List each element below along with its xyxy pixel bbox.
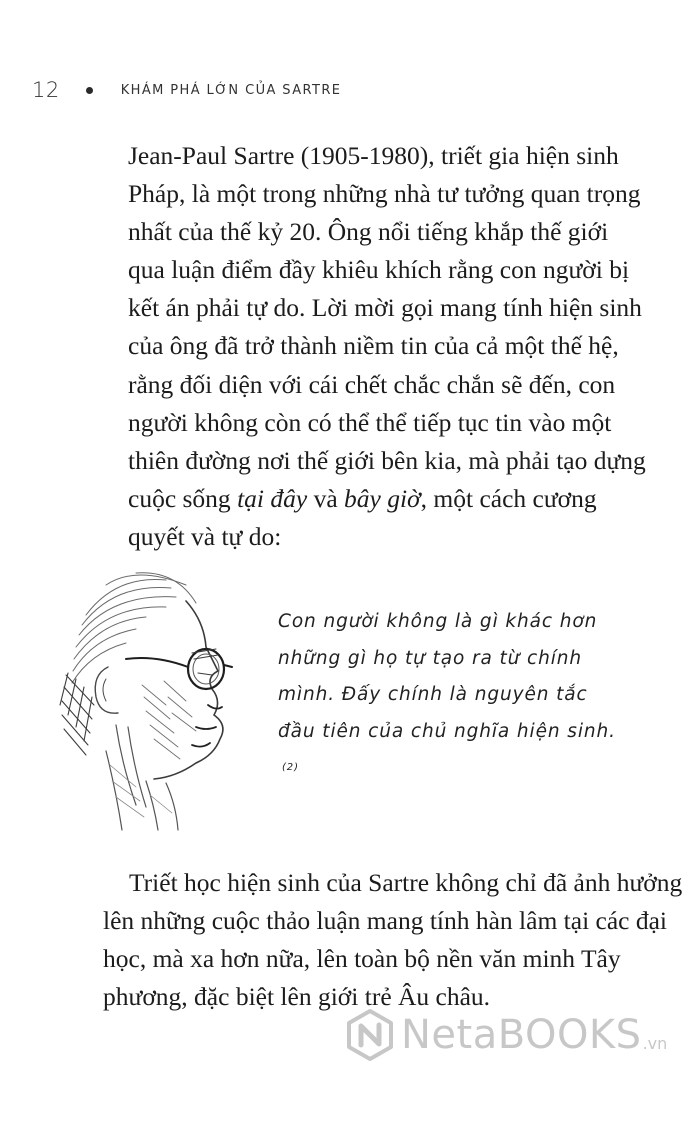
paragraph-text-end: , một cách cương quyết và tự do: bbox=[128, 483, 597, 551]
quote-text: Con người không là gì khác hơn những gì họ tự tạo ra từ chính mình. Đấy chính là nguyên tắc đầu tiên của chủ nghĩa hiện sinh. bbox=[278, 611, 616, 742]
watermark-suffix: .vn bbox=[642, 1034, 668, 1053]
body-paragraph-intro bbox=[128, 137, 648, 556]
quote-block bbox=[278, 604, 618, 791]
body-paragraph-influence: Triết học hiện sinh của Sartre không chỉ đã ảnh hưởng lên những cuộc thảo luận mang tính hàn lâm tại các đại học, mà xa hơn nữa, lên toàn bộ nền văn minh Tây phương, đặc biệt lên giới trẻ Âu châu. bbox=[103, 868, 683, 1012]
emphasis-now: bây giờ bbox=[344, 483, 421, 513]
running-head bbox=[32, 72, 341, 108]
sartre-portrait-sketch bbox=[46, 555, 266, 840]
paragraph-text-joint: và bbox=[307, 483, 345, 513]
running-title: KHÁM PHÁ LỚN CỦA SARTRE bbox=[120, 82, 342, 98]
page-number: 12 bbox=[32, 78, 60, 102]
netabooks-logo-icon bbox=[343, 1008, 397, 1062]
watermark-brand: NetaBOOKS bbox=[401, 1012, 642, 1058]
footnote-reference: (2) bbox=[282, 762, 299, 773]
paragraph-text: Jean-Paul Sartre (1905-1980), triết gia hiện sinh Pháp, là một trong những nhà tư tưởng quan trọng nhất của thế kỷ 20. Ông nổi tiếng khắp thế giới qua luận điểm đầy khiêu khích rằng con người bị kết án phải tự do. Lời mời gọi mang tính hiện sinh của ông đã trở thành niềm tin của cả một thế hệ, rằng đối diện với cái chết chắc chắn sẽ đến, con người không còn có thể thể tiếp tục tin vào một thiên đường nơi thế giới bên kia, mà phải tạo dựng cuộc sống bbox=[128, 141, 646, 513]
bullet-dot-icon bbox=[86, 87, 93, 94]
watermark bbox=[343, 1008, 667, 1062]
emphasis-here: tại đây bbox=[237, 483, 308, 513]
